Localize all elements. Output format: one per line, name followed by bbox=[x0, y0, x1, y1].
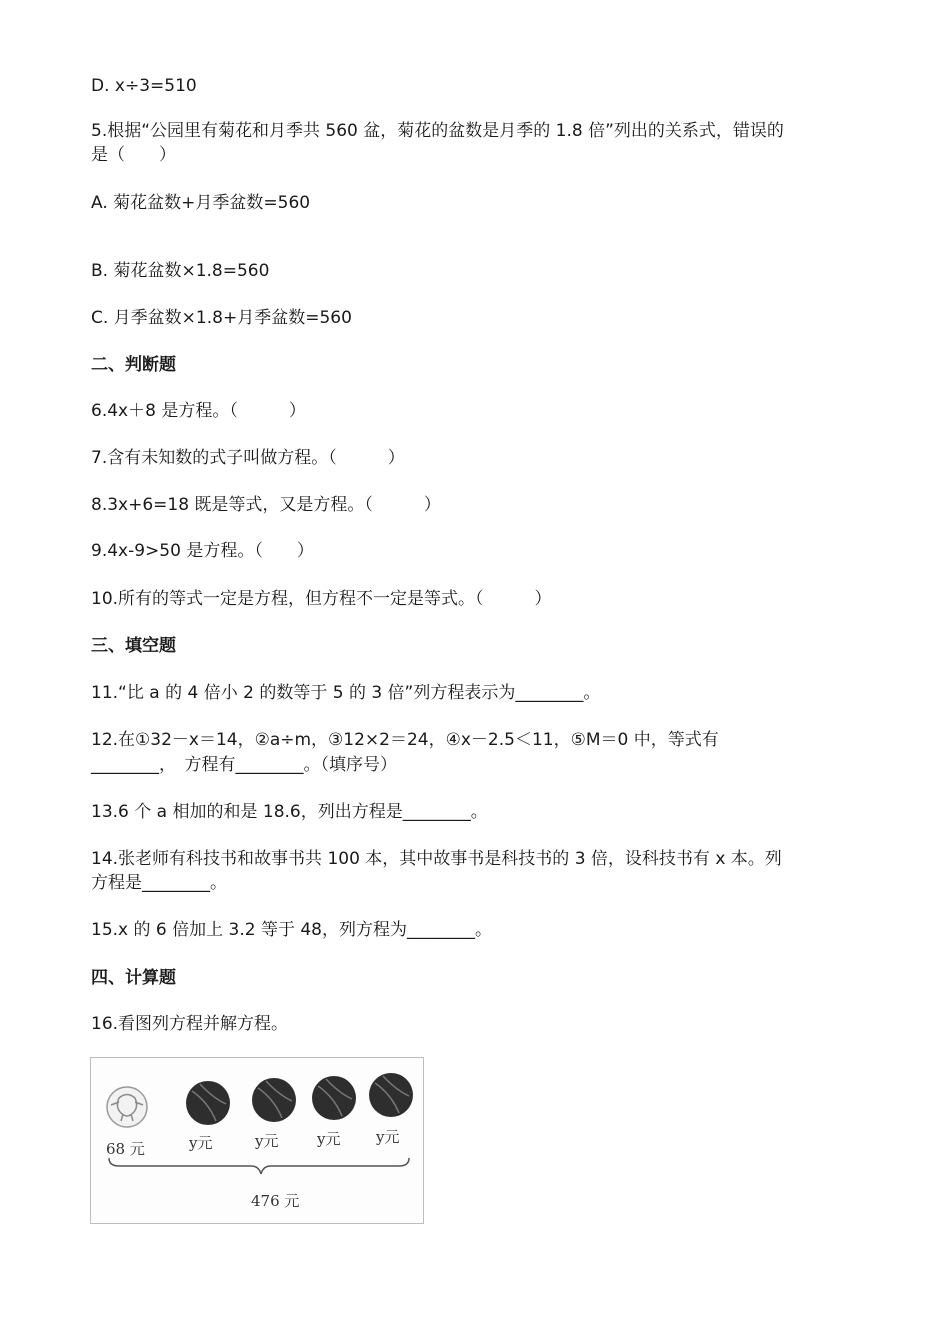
option-q5-c: C. 月季盆数×1.8+月季盆数=560 bbox=[91, 308, 352, 328]
question-8: 8.3x+6=18 既是等式，又是方程。（ ） bbox=[91, 495, 441, 515]
question-14-line-1: 14.张老师有科技书和故事书共 100 本，其中故事书是科技书的 3 倍，设科技书有 x 本。列 bbox=[91, 849, 782, 869]
basketball-price: y元 bbox=[317, 1130, 341, 1148]
question-11: 11.“比 a 的 4 倍小 2 的数等于 5 的 3 倍”列方程表示为________。 bbox=[91, 683, 601, 703]
question-14-line-2: 方程是________。 bbox=[91, 873, 227, 893]
soccer-ball-icon bbox=[107, 1087, 147, 1127]
question-13: 13.6 个 a 相加的和是 18.6，列出方程是________。 bbox=[91, 802, 488, 822]
section-heading-calculation: 四、计算题 bbox=[91, 968, 176, 988]
basketball-icon bbox=[252, 1078, 296, 1122]
basketball-icon bbox=[369, 1073, 413, 1117]
question-6: 6.4x＋8 是方程。（ ） bbox=[91, 401, 306, 421]
basketball-icon bbox=[186, 1081, 230, 1125]
basketball-price: y元 bbox=[255, 1132, 279, 1150]
question-7: 7.含有未知数的式子叫做方程。（ ） bbox=[91, 448, 405, 468]
ball-price-figure bbox=[90, 1057, 424, 1224]
option-q5-a: A. 菊花盆数+月季盆数=560 bbox=[91, 193, 311, 213]
question-9: 9.4x-9>50 是方程。（ ） bbox=[91, 541, 314, 561]
question-5-line-2: 是（ ） bbox=[91, 145, 176, 165]
option-q5-b: B. 菊花盆数×1.8=560 bbox=[91, 261, 270, 281]
total-brace bbox=[109, 1158, 409, 1174]
question-5-line-1: 5.根据“公园里有菊花和月季共 560 盆，菊花的盆数是月季的 1.8 倍”列出的关系式，错误的 bbox=[91, 121, 784, 141]
question-16: 16.看图列方程并解方程。 bbox=[91, 1014, 289, 1034]
question-10: 10.所有的等式一定是方程，但方程不一定是等式。（ ） bbox=[91, 589, 552, 609]
total-price: 476 元 bbox=[251, 1192, 300, 1210]
soccer-ball-price: 68 元 bbox=[106, 1140, 145, 1158]
section-heading-judgement: 二、判断题 bbox=[91, 355, 176, 375]
question-12-line-2: ________， 方程有________。（填序号） bbox=[91, 755, 397, 775]
section-heading-fill-blank: 三、填空题 bbox=[91, 636, 176, 656]
basketball-icon bbox=[312, 1076, 356, 1120]
question-15: 15.x 的 6 倍加上 3.2 等于 48，列方程为________。 bbox=[91, 920, 493, 940]
question-12-line-1: 12.在①32－x＝14，②a÷m，③12×2＝24，④x－2.5＜11，⑤M＝0 中，等式有 bbox=[91, 730, 719, 750]
basketball-price: y元 bbox=[189, 1134, 213, 1152]
basketball-price: y元 bbox=[376, 1128, 400, 1146]
option-q4-d: D. x÷3=510 bbox=[91, 76, 197, 96]
